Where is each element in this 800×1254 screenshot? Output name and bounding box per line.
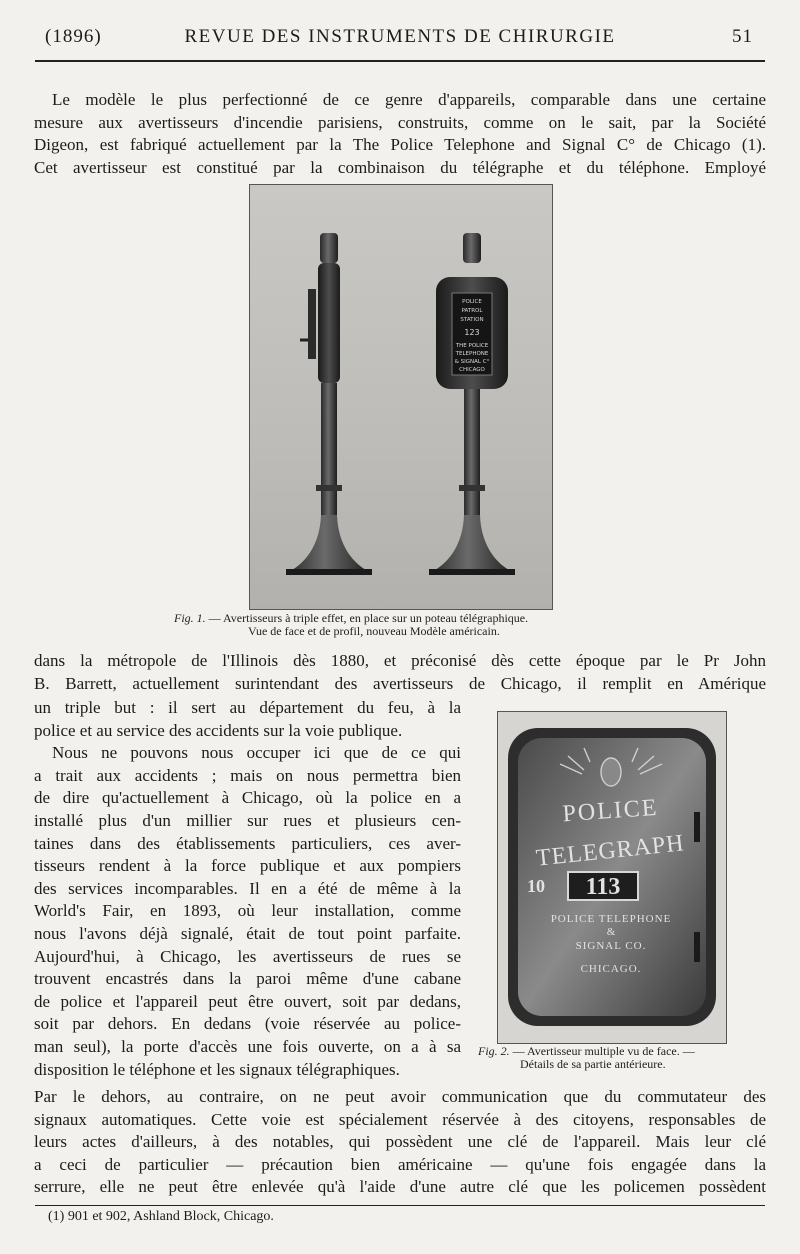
figure-label: Fig. 2. (478, 1044, 510, 1058)
plate-prefix: 10 (527, 876, 545, 896)
text-line: police et au service des accidents sur la voie publique. (34, 720, 403, 740)
text-line: tisseurs rendent à la force publique et aux pompiers (34, 856, 461, 876)
running-header (35, 24, 765, 54)
text-line: man seul), la porte d'accès une fois ouverte, on a à sa (34, 1036, 461, 1056)
caption-line: Détails de sa partie antérieure. (520, 1057, 666, 1071)
plate-line: POLICE (561, 794, 660, 828)
text-line: de dire qu'actuellement à Chicago, où la police en a (34, 788, 461, 808)
text-line: Digeon, est fabriqué actuellement par la The Police Telephone and Signal C° de Chicago (1). (34, 135, 766, 155)
caption-line: — Avertisseur multiple vu de face. — (512, 1044, 695, 1058)
journal-title: REVUE DES INSTRUMENTS DE CHIRURGIE (184, 26, 616, 47)
middle-paragraph (34, 650, 766, 695)
caption-line: — Avertisseurs à triple effet, en place sur un poteau télégraphique. (208, 611, 529, 625)
box-label-line: CHICAGO (459, 367, 485, 373)
text-line: un triple but : il sert au département du feu, à la (34, 698, 461, 717)
police-telegraph-box-illustration (498, 712, 726, 1043)
box-label-line: STATION (460, 317, 484, 323)
text-line: B. Barrett, actuellement surintendant des avertisseurs de Chicago, il remplit en Amérique (34, 673, 766, 693)
text-line: Aujourd'hui, à Chicago, les avertisseurs de rues se (34, 946, 461, 966)
box-label-line: TELEPHONE (455, 351, 489, 357)
page-number: 51 (732, 26, 753, 47)
text-line: nous l'avons déjà signalé, était de tout point parfaite. (34, 923, 461, 943)
plate-line: SIGNAL CO. (575, 940, 647, 952)
header-year: (1896) (45, 26, 102, 47)
text-line: trouvent encastrés dans la paroi même d'une cabane (34, 969, 461, 989)
text-line: taines dans des établissements particuliers, ces aver- (34, 833, 461, 853)
bottom-paragraph (34, 1086, 766, 1199)
post-front-view (429, 233, 515, 575)
text-line: soit par dehors. En dedans (voie réservée au police- (34, 1014, 461, 1034)
plate-line: POLICE TELEPHONE (550, 913, 672, 925)
footnote: (1) 901 et 902, Ashland Block, Chicago. (48, 1209, 274, 1224)
box-label-line: 123 (464, 328, 480, 337)
plate-line: TELEGRAPH (534, 830, 686, 872)
text-line: disposition le téléphone et les signaux télégraphiques. (34, 1059, 400, 1079)
figure-2-caption (478, 1045, 774, 1071)
figure-1-photograph (249, 184, 553, 610)
figure-label: Fig. 1. (174, 611, 206, 625)
text-line: a trait aux accidents ; mais on nous permettra bien (34, 765, 461, 785)
text-line: Cet avertisseur est constitué par la combinaison du télégraphe et du téléphone. Employé (34, 157, 766, 177)
box-label-line: THE POLICE (455, 343, 489, 349)
box-label-line: & SIGNAL C° (454, 359, 490, 365)
text-line: Le modèle le plus perfectionné de ce genre d'appareils, comparable dans une certaine (52, 90, 766, 109)
text-line: World's Fair, en 1893, où leur installation, comme (34, 901, 461, 921)
caption-line: Vue de face et de profil, nouveau Modèle américain. (248, 624, 500, 638)
text-line: signaux automatiques. Cette voie est spécialement réservée à des citoyens, responsables de (34, 1109, 766, 1129)
plate-line: & (606, 926, 616, 938)
text-line: des services incomparables. Il en a été de même à la (34, 878, 461, 898)
text-line: mesure aux avertisseurs d'incendie parisiens, construits, comme on le sait, par la Société (34, 112, 766, 132)
text-line: de police et l'appareil peut être ouvert, soit par dedans, (34, 991, 461, 1011)
box-number: 113 (585, 874, 621, 900)
footnote-rule (35, 1205, 765, 1206)
text-line: dans la métropole de l'Illinois dès 1880, et préconisé dès cette époque par le Pr John (34, 651, 766, 670)
intro-paragraph (34, 89, 766, 179)
text-line: leurs actes d'ailleurs, à des notables, qui possèdent une clé de l'appareil. Mais leur clé (34, 1132, 766, 1152)
post-profile-view (286, 233, 372, 575)
plate-line: CHICAGO. (580, 963, 642, 975)
box-label-line: PATROL (461, 308, 483, 314)
telegraph-post-illustration (250, 185, 552, 609)
header-rule (35, 60, 765, 62)
box-label-line: POLICE (462, 299, 482, 305)
left-column-text (34, 697, 461, 1081)
figure-2-photograph (497, 711, 727, 1044)
text-line: a ceci de particulier — précaution bien américaine — qu'une fois engagée dans la (34, 1154, 766, 1174)
text-line: Par le dehors, au contraire, on ne peut avoir communication que du commutateur des (34, 1087, 766, 1106)
text-line: Nous ne pouvons nous occuper ici que de ce qui (52, 743, 461, 763)
figure-1-caption (174, 612, 634, 638)
text-line: installé plus d'un millier sur rues et plusieurs cen- (34, 810, 461, 830)
text-line: serrure, elle ne peut être enlevée qu'à l'aide d'une autre clé que les policemen possèdent (34, 1177, 766, 1197)
